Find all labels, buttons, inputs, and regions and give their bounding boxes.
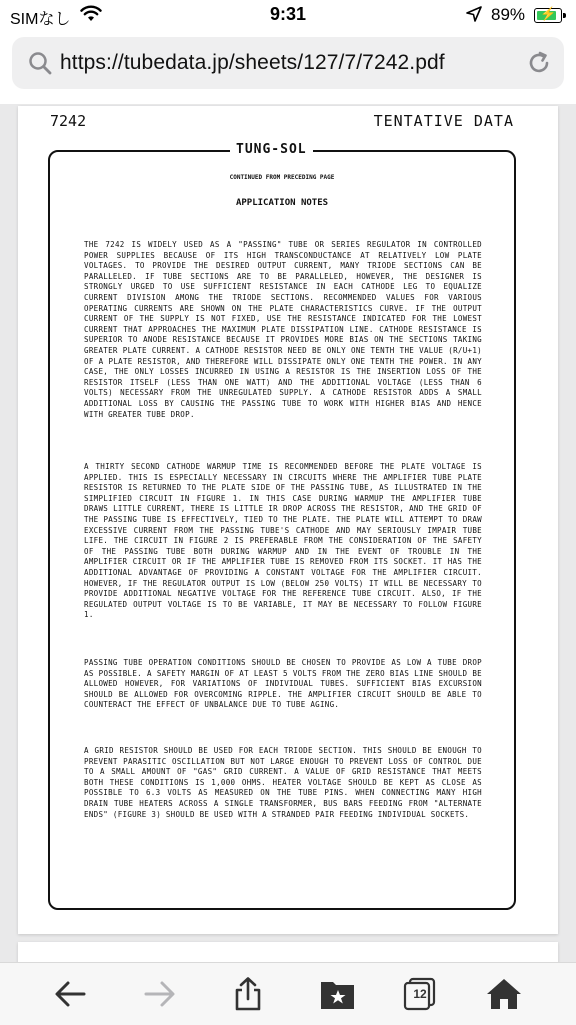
carrier-label: SIMなし xyxy=(10,11,71,28)
paragraph-1: THE 7242 IS WIDELY USED AS A "PASSING" TUBE OR SERIES REGULATOR IN CONTROLLED POWER SUPPLIES BECAUSE OF ITS HIGH TRANSCONDUCTANCE AT RELATIVELY LOW PLATE VOLTAGES. TO PROVIDE THE DESIRED OUTPUT CURRENT, MANY TRIODE SECTIONS CAN BE PARALLELED. IF TUBE SECTIONS ARE TO BE PARALLELED, HOWEVER, THE DESIGNER IS STRONGLY URGED TO USE SUFFICIENT RESISTANCE IN EACH CATHODE LEG TO EQUALIZE CURRENT DIVISION AMONG THE TRIODE SECTIONS. RECOMMENDED VALUES FOR VARIOUS OPERATING CURRENTS ARE SHOWN ON THE PLATE CHARACTERISTICS CURVE. IF THE OUTPUT CURRENT OF THE SUPPLY IS NOT FIXED, USE THE RESISTANCE INDICATED FOR THE LOWEST CURRENT THAT APPROACHES THE MAXIMUM PLATE DISSIPATION LINE. CATHODE RESISTANCE IS SUPERIOR TO ANODE RESISTANCE BECAUSE IT PROVIDES MORE BIAS ON THE SECTIONS TAKING GREATER PLATE CURRENT. A CATHODE RESISTOR NEED BE ONLY ONE TENTH THE VALUE (R/U+1) OF A PLATE RESISTOR, AND THEREFORE WILL DISSIPATE ONLY ONE TENTH THE POWER. IN ANY CASE, THE ONLY LOSSES INCURRED IN USING A RESISTOR IS THE INSERTION LOSS OF THE RESISTOR ITSELF (LESS THAN ONE WATT) AND THE ADDITIONAL VOLTAGE (LESS THAN 6 VOLTS) NECESSARY FROM THE UNREGULATED SUPPLY. A CATHODE RESISTOR ADDS A SMALL ADDITIONAL LOSS BY CAUSING THE PASSING TUBE TO WORK WITH HIGHER BIAS AND HENCE WITH GREATER TUBE DROP. xyxy=(84,240,482,419)
home-icon[interactable] xyxy=(484,977,524,1011)
reload-icon[interactable] xyxy=(526,50,552,81)
paragraph-2: A THIRTY SECOND CATHODE WARMUP TIME IS RECOMMENDED BEFORE THE PLATE VOLTAGE IS APPLIED. THIS IS ESPECIALLY NECESSARY IN CIRCUITS WHERE THE AMPLIFIER TUBE PLATE RESISTOR IS RETURNED TO THE PLATE SIDE OF THE PASSING TUBE, AS ILLUSTRATED IN THE SIMPLIFIED CIRCUIT IN FIGURE 1. IN THIS CASE DURING WARMUP THE AMPLIFIER TUBE DRAWS LITTLE CURRENT, THERE IS LITTLE IR DROP ACROSS THE RESISTOR, AND THE GRID OF THE PASSING TUBE IS EFFECTIVELY, TIED TO THE PLATE. THE PLATE WILL ATTEMPT TO DRAW EXCESSIVE CURRENT FROM THE PASSING TUBE'S CATHODE AND MAY SERIOUSLY IMPAIR TUBE LIFE. THE CIRCUIT IN FIGURE 2 IS PREFERABLE FROM THE CONSIDERATION OF THE SAFETY OF THE PASSING TUBE BOTH DURING WARMUP AND IN THE EVENT OF TROUBLE IN THE AMPLIFIER CIRCUIT OR IF THE AMPLIFIER TUBE IS REMOVED FROM ITS SOCKET. IT HAS THE ADDITIONAL ADVANTAGE OF PROVIDING A CONSTANT VOLTAGE FOR THE AMPLIFIER CIRCUIT. HOWEVER, IF THE REGULATOR OUTPUT IS LOW (BELOW 250 VOLTS) IT WILL BE NECESSARY TO PROVIDE ADDITIONAL NEGATIVE VOLTAGE FOR THE REFERENCE TUBE CIRCUIT. ALSO, IF THE REGULATED OUTPUT VOLTAGE IS TO BE VARIABLE, IT MAY BE NECESSARY TO FOLLOW FIGURE 1. xyxy=(84,462,482,620)
battery-percent: 89% xyxy=(491,5,526,24)
tabs-icon[interactable] xyxy=(400,977,440,1011)
section-title: APPLICATION NOTES xyxy=(235,198,329,208)
pdf-viewer[interactable] xyxy=(0,104,576,962)
browser-address-area xyxy=(0,34,576,104)
content-frame xyxy=(48,142,516,910)
paragraph-4: A GRID RESISTOR SHOULD BE USED FOR EACH TRIODE SECTION. THIS SHOULD BE ENOUGH TO PREVENT PARASITIC OSCILLATION BUT NOT LARGE ENOUGH TO PREVENT LOSS OF CONTROL DUE TO A SMALL AMOUNT OF "GAS" GRID CURRENT. A VALUE OF GRID RESISTANCE THAT MEETS BOTH THESE CONDITIONS IS 1,000 OHMS. HEATER VOLTAGE SHOULD BE KEPT AS CLOSE AS POSSIBLE TO 6.3 VOLTS AS MEASURED ON THE TUBE PINS. WHEN CONNECTING MANY HIGH DRAIN TUBE HEATERS ACROSS A SINGLE TRANSFORMER, BUS BARS FEEDING FROM "ALTERNATE ENDS" (FIGURE 3) SHOULD BE USED WITH A STRANDED PAIR FEEDING INDIVIDUAL SOCKETS. xyxy=(84,746,482,819)
pdf-page xyxy=(18,106,558,934)
address-bar[interactable] xyxy=(12,37,564,89)
browser-toolbar xyxy=(0,962,576,1025)
battery-icon: ⚡ xyxy=(534,8,562,23)
continued-note: CONTINUED FROM PRECEDING PAGE xyxy=(229,174,335,181)
search-icon xyxy=(28,51,52,80)
paragraph-3: PASSING TUBE OPERATION CONDITIONS SHOULD BE CHOSEN TO PROVIDE AS LOW A TUBE DROP AS POSSIBLE. A SAFETY MARGIN OF AT LEAST 5 VOLTS FROM THE ZERO BIAS LINE SHOULD BE ALLOWED HOWEVER, FOR VARIATIONS OF INDIVIDUAL TUBES. SUFFICIENT BIAS EXCURSION SHOULD BE ALLOWED FOR OVERCOMING RIPPLE. THE AMPLIFIER CIRCUIT SHOULD BE ABLE TO COUNTERACT THE EFFECT OF UNBALANCE DUE TO TUBE AGING. xyxy=(84,658,482,710)
status-time: 9:31 xyxy=(269,4,307,24)
bookmarks-icon[interactable] xyxy=(318,977,358,1011)
location-arrow-icon xyxy=(466,6,482,27)
tube-number: 7242 xyxy=(50,112,87,130)
url-text[interactable]: https://tubedata.jp/sheets/127/7/7242.pdf xyxy=(60,51,445,74)
brand-logo: TUNG-SOL xyxy=(230,142,313,157)
tabs-count: 12 xyxy=(413,987,427,1001)
share-icon[interactable] xyxy=(228,977,268,1011)
back-icon[interactable] xyxy=(50,977,90,1011)
forward-icon[interactable] xyxy=(140,977,180,1011)
data-status-heading: TENTATIVE DATA xyxy=(373,112,514,130)
status-bar xyxy=(0,0,576,34)
